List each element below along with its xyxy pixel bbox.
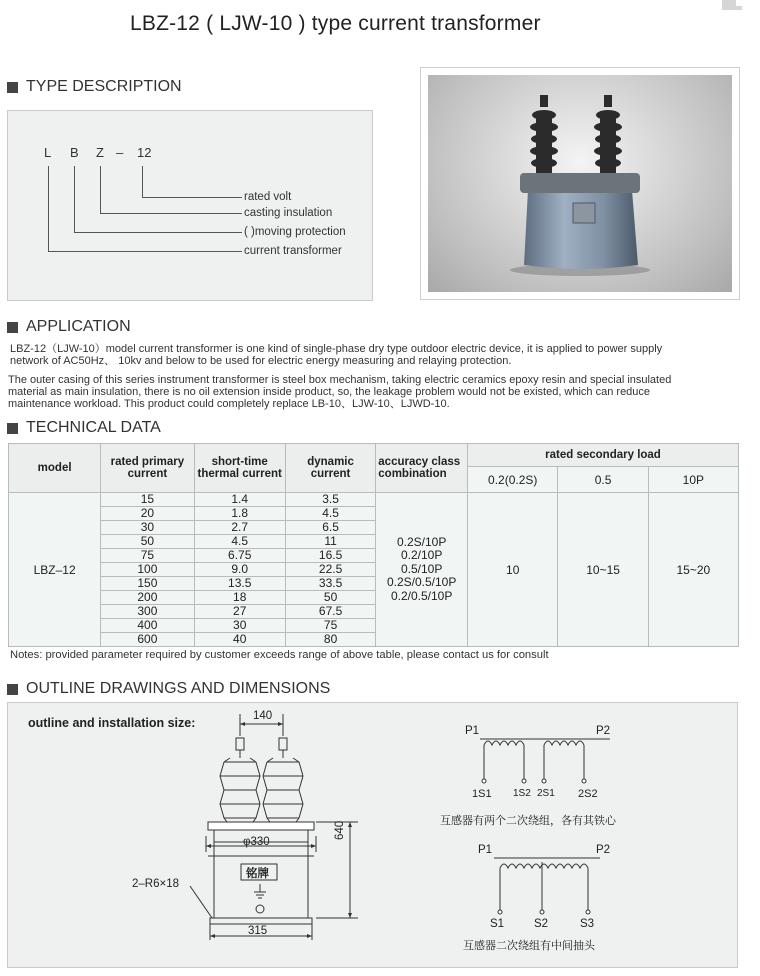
cell-thermal-current: 40 <box>194 633 285 647</box>
section-title: APPLICATION <box>26 318 131 335</box>
leader-line <box>48 166 49 252</box>
section-application <box>7 318 131 336</box>
header-primary-current: rated primary current <box>101 444 194 493</box>
wiring2-p2: P2 <box>596 844 611 856</box>
wiring1-terminal: 2S2 <box>578 788 598 800</box>
cell-secondary-load: 10 <box>468 493 558 647</box>
leader-line <box>142 197 242 198</box>
wiring2-terminal: S1 <box>490 918 505 930</box>
cell-dynamic-current: 33.5 <box>285 577 375 591</box>
wiring-diagram-center-tap <box>470 854 630 924</box>
corner-decoration-cut <box>736 0 742 6</box>
cell-dynamic-current: 16.5 <box>285 549 375 563</box>
label-moving-protection: ( )moving protection <box>244 226 346 238</box>
cell-dynamic-current: 80 <box>285 633 375 647</box>
paragraph-line: maintenance workload. This product could completely replace LB-10、LJW-10、LJWD-10. <box>8 397 450 410</box>
nameplate-label: 铭牌 <box>246 866 269 880</box>
cell-dynamic-current: 11 <box>285 535 375 549</box>
wiring1-terminal: 2S1 <box>537 788 555 799</box>
cell-primary-current: 75 <box>101 549 194 563</box>
section-title: TECHNICAL DATA <box>26 419 161 436</box>
leader-line <box>74 232 242 233</box>
cell-accuracy-combinations <box>376 493 468 647</box>
wiring1-p1: P1 <box>465 725 480 737</box>
cell-thermal-current: 1.8 <box>194 507 285 521</box>
section-technical-data <box>7 419 161 437</box>
section-type-description <box>7 78 182 96</box>
header-load-col: 0.2(0.2S) <box>468 467 558 493</box>
cell-secondary-load: 15~20 <box>648 493 738 647</box>
cell-model: LBZ–12 <box>9 493 101 647</box>
header-thermal-current: short-time thermal current <box>194 444 285 493</box>
accuracy-combination: 0.5/10P <box>400 561 443 576</box>
accuracy-combination: 0.2S/10P <box>396 534 447 549</box>
outline-drawing-title: outline and installation size: <box>28 716 196 730</box>
header-accuracy-class: accuracy class combination <box>376 444 468 493</box>
cell-thermal-current: 2.7 <box>194 521 285 535</box>
dim-diameter: φ330 <box>243 836 270 848</box>
code-dash: – <box>116 145 124 160</box>
section-title: OUTLINE DRAWINGS AND DIMENSIONS <box>26 680 331 697</box>
technical-data-table <box>8 443 739 647</box>
cell-primary-current: 30 <box>101 521 194 535</box>
table-notes: Notes: provided parameter required by customer exceeds range of above table, please contact us for consult <box>10 649 549 661</box>
paragraph-line: LBZ-12（LJW-10）model current transformer is one kind of single-phase dry type outdoor electric device, it is applied to power supply <box>10 343 663 355</box>
cell-primary-current: 300 <box>101 605 194 619</box>
cell-dynamic-current: 50 <box>285 591 375 605</box>
label-casting-insulation: casting insulation <box>244 207 333 219</box>
cell-primary-current: 15 <box>101 493 194 507</box>
header-dynamic-current: dynamic current <box>285 444 375 493</box>
header-load-col: 10P <box>648 467 738 493</box>
cell-primary-current: 20 <box>101 507 194 521</box>
transformer-photo-illustration <box>428 75 732 292</box>
page-title: LBZ-12 ( LJW-10 ) type current transformer <box>130 12 541 35</box>
application-paragraph-1 <box>10 344 750 368</box>
section-bullet-icon <box>7 322 18 333</box>
header-load-col: 0.5 <box>558 467 648 493</box>
accuracy-combination: 0.2/10P <box>400 548 443 563</box>
cell-primary-current: 200 <box>101 591 194 605</box>
section-bullet-icon <box>7 423 18 434</box>
wiring2-terminal: S2 <box>534 918 549 930</box>
table-row <box>9 493 739 507</box>
section-title: TYPE DESCRIPTION <box>26 78 182 95</box>
cell-primary-current: 100 <box>101 563 194 577</box>
cell-primary-current: 600 <box>101 633 194 647</box>
code-letter-b: B <box>70 145 79 160</box>
outline-dimension-drawing <box>120 706 370 964</box>
cell-thermal-current: 1.4 <box>194 493 285 507</box>
paragraph-line: The outer casing of this series instrument transformer is steel box mechanism, taking electric ceramics epoxy resin and special insulated <box>8 374 672 386</box>
code-letter-l: L <box>44 145 52 160</box>
section-bullet-icon <box>7 82 18 93</box>
dim-top-width: 140 <box>253 710 273 722</box>
leader-line <box>142 166 143 198</box>
cell-dynamic-current: 67.5 <box>285 605 375 619</box>
label-current-transformer: current transformer <box>244 245 342 257</box>
leader-line <box>48 251 242 252</box>
wiring1-caption: 互感器有两个二次绕组，各有其铁心 <box>440 814 616 827</box>
paragraph-line: material as main insulation, there is no oil extension inside product, so, the leakage problem would not be existed, which can reduce <box>8 385 651 398</box>
wiring1-p2: P2 <box>596 725 611 737</box>
type-code-panel <box>7 110 373 301</box>
leader-line <box>74 166 75 233</box>
header-secondary-load: rated secondary load <box>468 444 739 467</box>
cell-primary-current: 400 <box>101 619 194 633</box>
code-letter-z: Z <box>96 145 104 160</box>
code-number: 12 <box>137 145 152 160</box>
cell-thermal-current: 30 <box>194 619 285 633</box>
dim-mounting-hole: 2–R6×18 <box>132 878 179 890</box>
cell-dynamic-current: 22.5 <box>285 563 375 577</box>
cell-thermal-current: 13.5 <box>194 577 285 591</box>
leader-line <box>100 166 101 214</box>
label-rated-volt: rated volt <box>244 191 292 203</box>
dim-height: 640 <box>334 820 346 840</box>
section-bullet-icon <box>7 684 18 695</box>
wiring1-terminal: 1S2 <box>513 788 531 799</box>
cell-thermal-current: 6.75 <box>194 549 285 563</box>
cell-dynamic-current: 4.5 <box>285 507 375 521</box>
cell-thermal-current: 18 <box>194 591 285 605</box>
wiring1-terminal: 1S1 <box>472 788 492 800</box>
header-model: model <box>9 444 101 493</box>
cell-thermal-current: 4.5 <box>194 535 285 549</box>
accuracy-combination: 0.2S/0.5/10P <box>386 575 457 590</box>
paragraph-line: network of AC50Hz、 10kv and below to be used for electric energy measuring and relaying protection. <box>10 354 512 367</box>
cell-thermal-current: 9.0 <box>194 563 285 577</box>
leader-line <box>100 213 242 214</box>
section-outline-drawings <box>7 680 330 698</box>
cell-dynamic-current: 6.5 <box>285 521 375 535</box>
wiring2-terminal: S3 <box>580 918 595 930</box>
wiring2-caption: 互感器二次绕组有中间抽头 <box>463 939 595 952</box>
cell-dynamic-current: 3.5 <box>285 493 375 507</box>
accuracy-combination: 0.2/0.5/10P <box>390 588 453 603</box>
wiring-diagram-two-windings <box>460 735 630 795</box>
wiring2-p1: P1 <box>478 844 493 856</box>
product-photo <box>428 75 732 292</box>
cell-secondary-load: 10~15 <box>558 493 648 647</box>
application-paragraph-2 <box>8 375 748 410</box>
dim-bottom-width: 315 <box>248 925 268 937</box>
cell-primary-current: 50 <box>101 535 194 549</box>
cell-thermal-current: 27 <box>194 605 285 619</box>
cell-primary-current: 150 <box>101 577 194 591</box>
cell-dynamic-current: 75 <box>285 619 375 633</box>
